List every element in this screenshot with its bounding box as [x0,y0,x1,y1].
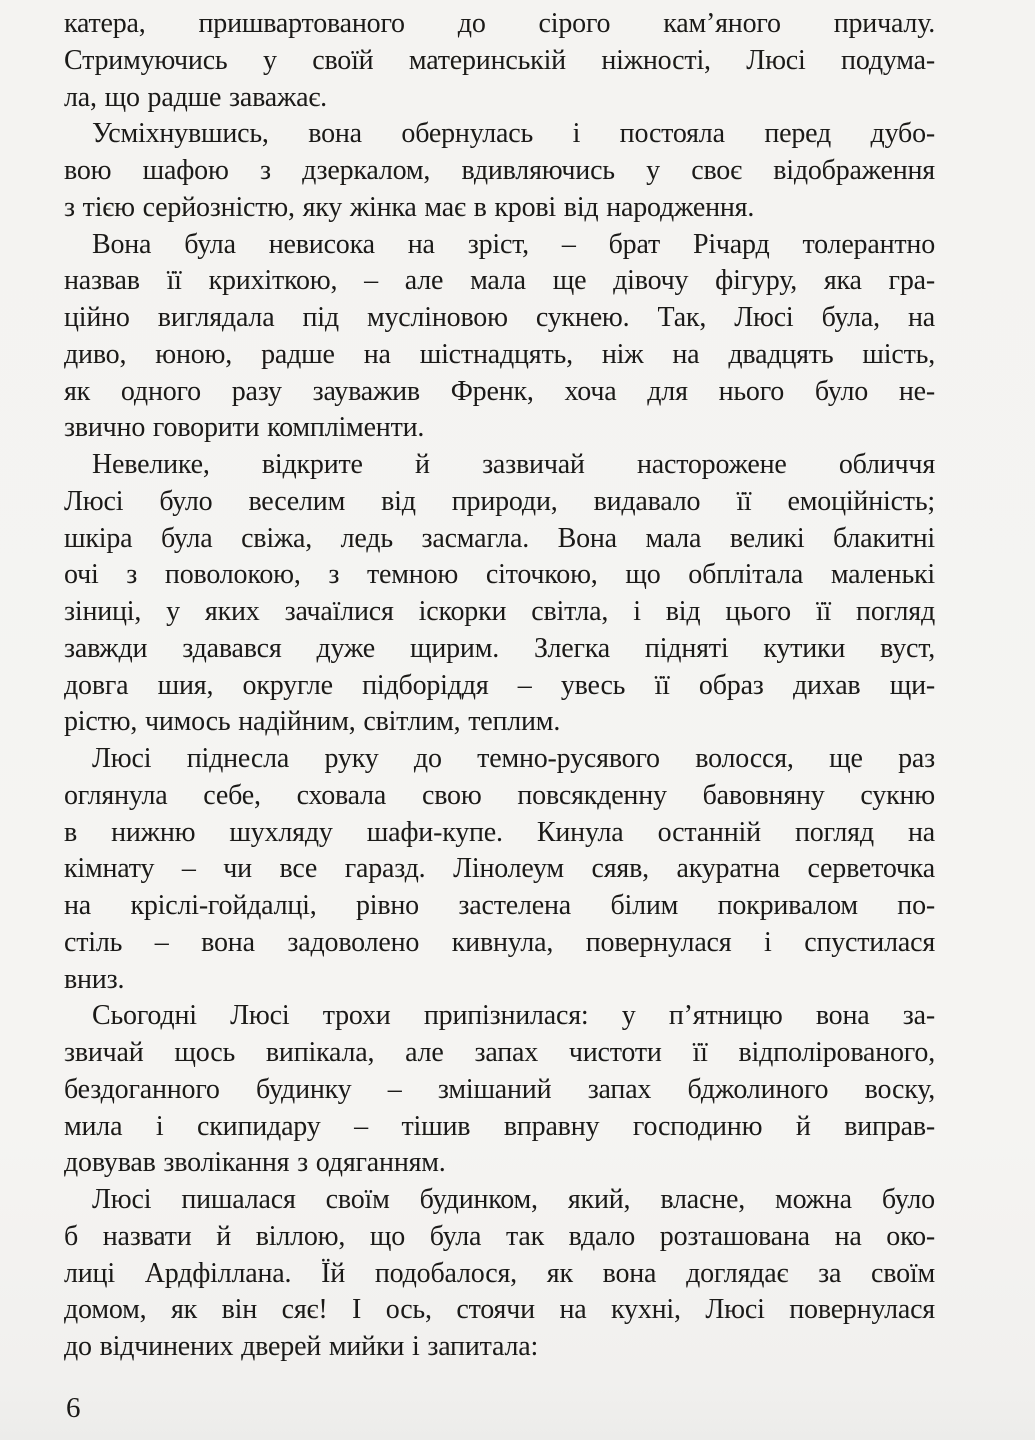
text-line: Стримуючись у своїй материнській ніжності, Люсі подума- [64,44,935,76]
text-line: в нижню шухляду шафи-купе. Кинула останній погляд на [64,816,935,848]
text-line: ційно виглядала під мусліновою сукнею. Так, Люсі була, на [64,302,935,333]
text-line: бездоганного будинку – змішаний запах бджолиного воску, [64,1073,935,1105]
text-line: зіниці, у яких зачаїлися іскорки світла, і від цього її погляд [64,596,935,627]
text-line: кімнату – чи все гаразд. Лінолеум сяяв, акуратна серветочка [64,853,935,885]
text-line: вою шафою з дзеркалом, вдивляючись у своє відображення [64,155,935,186]
text-line: ла, що радше заважає. [64,81,327,113]
text-line: Невелике, відкрите й зазвичай насторожене обличчя [92,449,935,480]
text-line: Сьогодні Люсі трохи припізнилася: у п’ятницю вона за- [92,1000,935,1032]
text-line: довував зволікання з одяганням. [64,1147,446,1179]
text-line: б назвати й віллою, що була так вдало розташована на око- [64,1220,935,1252]
text-line: назвав її крихіткою, – але мала ще дівочу фігуру, яка гра- [64,265,935,297]
text-line: звично говорити компліменти. [64,412,425,444]
text-line: шкіра була свіжа, ледь засмагла. Вона мала великі блакитні [64,522,935,554]
text-line: очі з поволокою, з темною сіточкою, що обплітала маленькі [64,559,935,591]
text-line: оглянула себе, сховала свою повсякденну бавовняну сукню [64,779,935,811]
text-line: рістю, чимось надійним, світлим, теплим. [64,706,561,738]
text-line: Люсі пишалася своїм будинком, який, власне, можна було [92,1184,935,1215]
page-number: 6 [66,1392,81,1424]
text-line: стіль – вона задоволено кивнула, повернулася і спустилася [64,926,935,958]
text-line: Усміхнувшись, вона обернулась і постояла перед дубо- [92,118,935,150]
text-line: домом, як він сяє! І ось, стоячи на кухні, Люсі повернулася [64,1294,935,1326]
text-line: звичай щось випікала, але запах чистоти її відполірованого, [64,1037,935,1068]
text-line: катера, пришвартованого до сірого кам’яного причалу. [64,8,935,39]
text-line: довга шия, округле підборіддя – увесь її образ дихав щи- [64,669,935,701]
text-line: з тією серйозністю, яку жінка має в крові від народження. [64,191,755,223]
text-line: Люсі піднесла руку до темно-русявого волосся, ще раз [92,743,935,774]
text-line: до відчинених дверей мийки і запитала: [64,1331,539,1362]
text-line: лиці Ардфіллана. Їй подобалося, як вона доглядає за своїм [64,1257,935,1289]
text-line: диво, юною, радше на шістнадцять, ніж на двадцять шість, [64,338,935,370]
text-line: Вона була невисока на зріст, – брат Річард толерантно [92,228,935,260]
text-line: Люсі було веселим від природи, видавало її емоційність; [64,485,935,517]
text-line: як одного разу зауважив Френк, хоча для нього було не- [64,375,935,407]
page-text [64,6,935,1366]
text-line: вниз. [64,963,125,995]
text-line: завжди здавався дуже щирим. Злегка підняті кутики вуст, [64,632,935,664]
text-line: мила і скипидару – тішив вправну господиню й виправ- [64,1110,935,1142]
text-line: на кріслі-гойдалці, рівно застелена білим покривалом по- [64,890,935,921]
